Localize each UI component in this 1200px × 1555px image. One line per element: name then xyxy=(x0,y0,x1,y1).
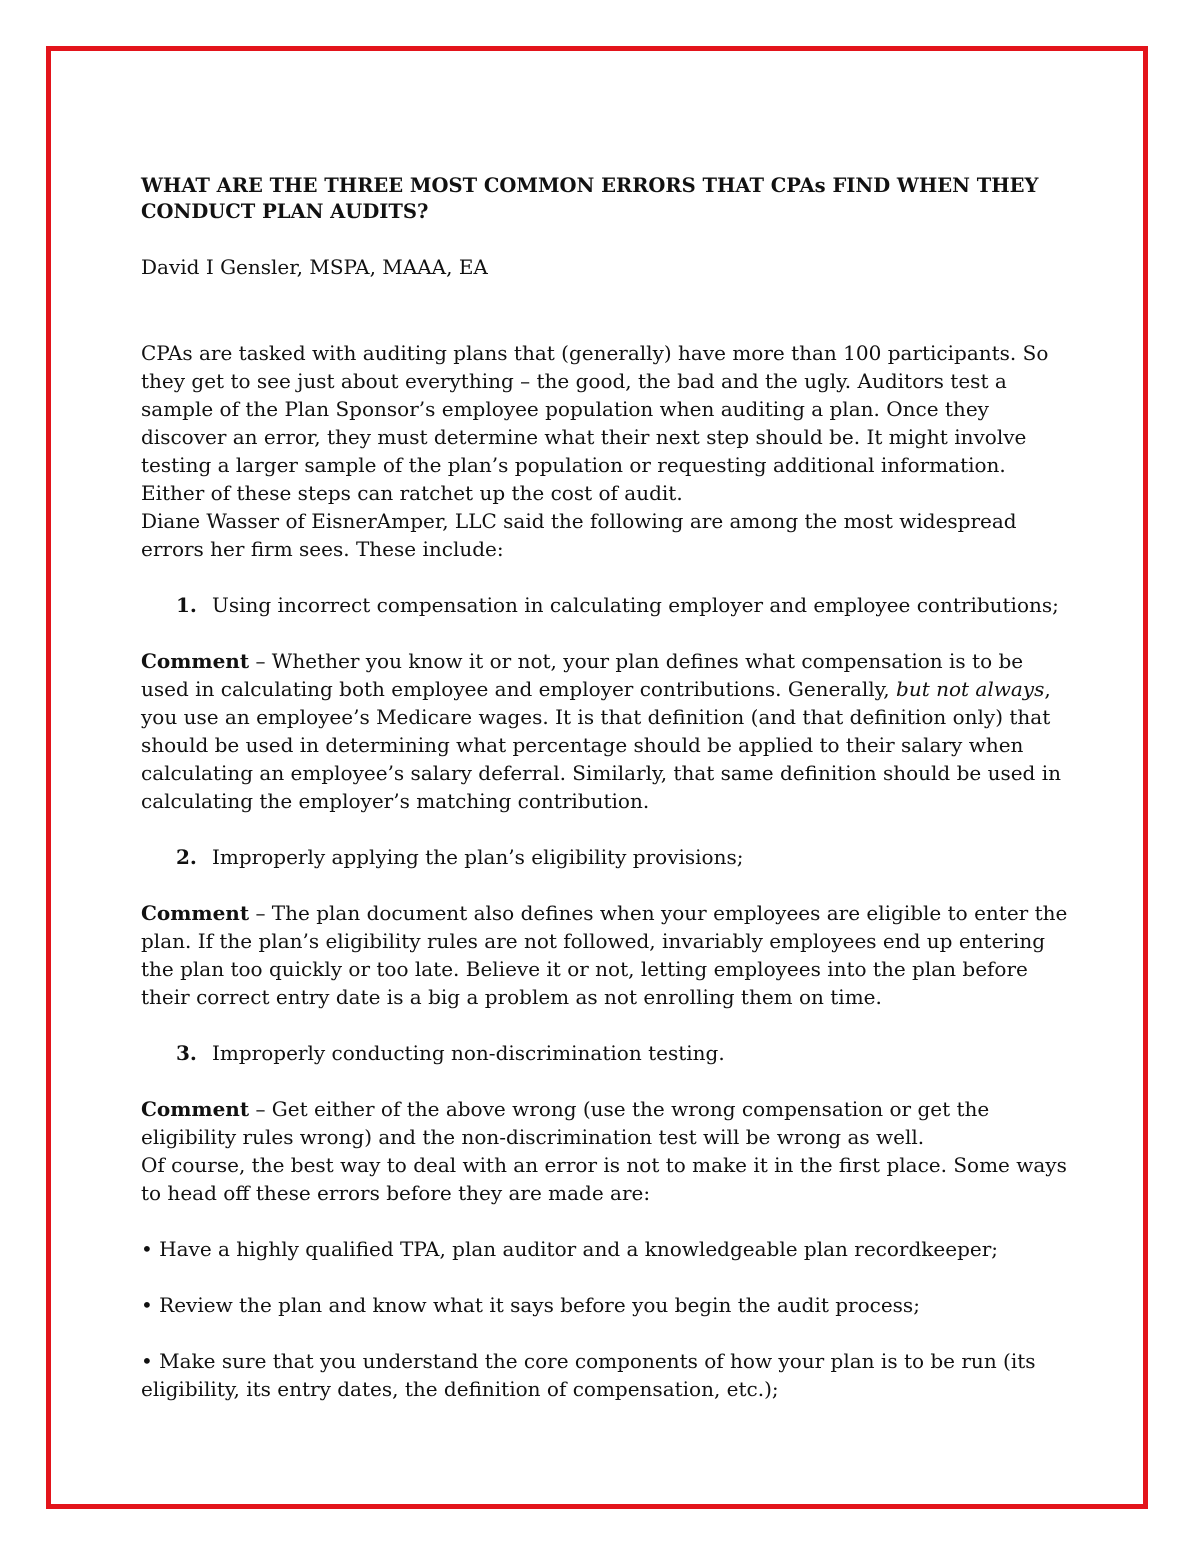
author-line: David I Gensler, MSPA, MAAA, EA xyxy=(141,255,488,279)
document-body xyxy=(141,173,1071,1403)
item-number: 1. xyxy=(176,593,197,617)
bullet-item-3: • Make sure that you understand the core components of how your plan is to be run (its eligibility, its entry dates, the definition of compensation, etc.); xyxy=(141,1349,1036,1401)
comment-3 xyxy=(141,1095,1071,1151)
comment-text: – The plan document also defines when your employees are eligible to enter the plan. If the plan’s eligibility rules are not followed, invariably employees end up entering the plan too quickly or too late. Believe it or not, letting employees into the plan before their correct entry date is a big a problem as not enrolling them on time. xyxy=(141,901,1068,1009)
item-number: 3. xyxy=(176,1041,197,1065)
closing-paragraph: Of course, the best way to deal with an error is not to make it in the first place. Some ways to head off these errors before they are made are: xyxy=(141,1153,1067,1205)
item-number: 2. xyxy=(176,845,197,869)
bullet-item-2: • Review the plan and know what it says before you begin the audit process; xyxy=(141,1293,920,1317)
comment-italic-text: but not always xyxy=(896,677,1045,701)
bullet-item-1: • Have a highly qualified TPA, plan auditor and a knowledgeable plan recordkeeper; xyxy=(141,1237,999,1261)
numbered-item-1 xyxy=(176,591,1071,619)
document-title: WHAT ARE THE THREE MOST COMMON ERRORS THAT CPAs FIND WHEN THEY CONDUCT PLAN AUDITS? xyxy=(141,174,1039,223)
comment-label: Comment xyxy=(141,1097,250,1121)
comment-label: Comment xyxy=(141,649,250,673)
comment-text-part: – Whether you know it or not, your plan defines what compensation is to be used in calculating both employee and employer contributions. Generally, xyxy=(141,649,1024,701)
intro-paragraph-2: Diane Wasser of EisnerAmper, LLC said the following are among the most widespread errors her firm sees. These include: xyxy=(141,509,1017,561)
item-text: Improperly conducting non-discrimination testing. xyxy=(212,1041,725,1065)
item-text: Using incorrect compensation in calculating employer and employee contributions; xyxy=(212,593,1059,617)
numbered-item-3 xyxy=(176,1039,1071,1067)
comment-2 xyxy=(141,899,1071,1011)
comment-label: Comment xyxy=(141,901,250,925)
numbered-item-2 xyxy=(176,843,1071,871)
comment-1 xyxy=(141,647,1071,815)
comment-text: – Get either of the above wrong (use the wrong compensation or get the eligibility rules wrong) and the non-discrimination test will be wrong as well. xyxy=(141,1097,990,1149)
item-text: Improperly applying the plan’s eligibility provisions; xyxy=(212,845,744,869)
comment-text-part: , you use an employee’s Medicare wages. It is that definition (and that definition only) that should be used in determining what percentage should be applied to their salary when calculating an employee’s salary deferral. Similarly, that same definition should be used in calculating the employer’s matching contribution. xyxy=(141,677,1061,813)
intro-paragraph: CPAs are tasked with auditing plans that (generally) have more than 100 participants. So they get to see just about everything – the good, the bad and the ugly. Auditors test a sample of the Plan Sponsor’s employee population when auditing a plan. Once they discover an error, they must determine what their next step should be. It might involve testing a larger sample of the plan’s population or requesting additional information. Either of these steps can ratchet up the cost of audit. xyxy=(141,341,1049,505)
